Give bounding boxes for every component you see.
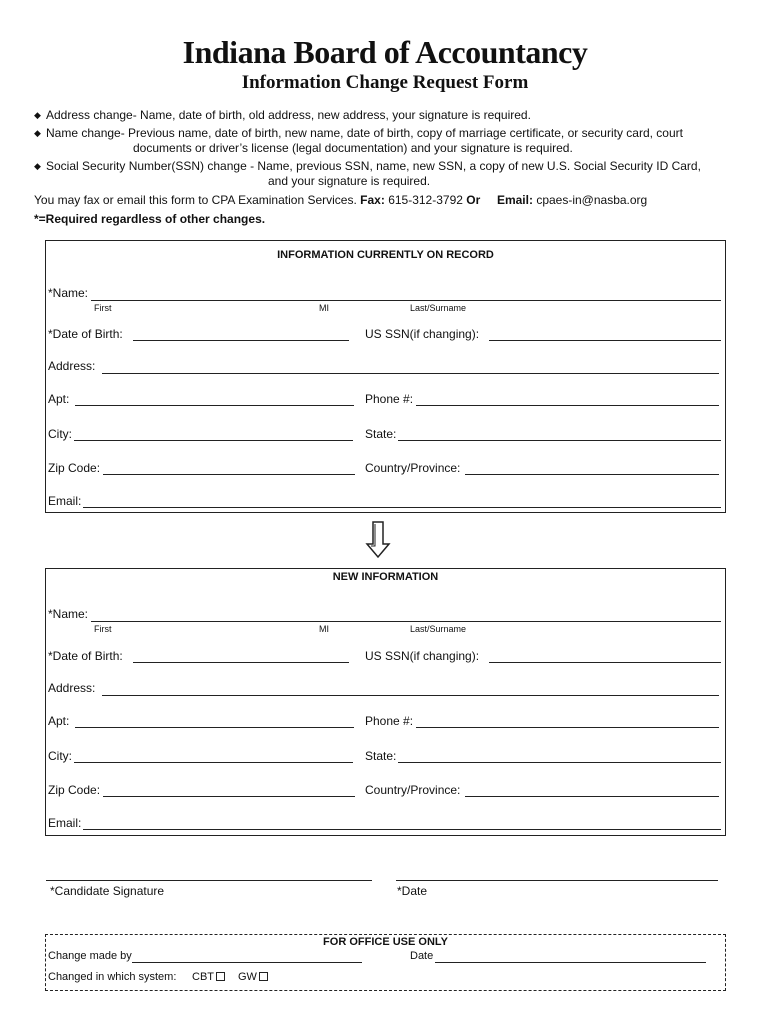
- down-arrow-icon: [364, 520, 392, 560]
- changed-by-field[interactable]: [132, 962, 362, 963]
- new-ssn-field[interactable]: [489, 662, 721, 663]
- new-email-field[interactable]: [83, 829, 721, 830]
- bullet-diamond-icon: ◆: [34, 161, 41, 171]
- new-name-field[interactable]: [91, 621, 721, 622]
- section-heading: INFORMATION CURRENTLY ON RECORD: [277, 249, 494, 261]
- instruction-ssn-change: ◆ Social Security Number(SSN) change - Name, previous SSN, name, new SSN, a copy of new U.S. Social Security ID Card, and your signature is required.: [34, 159, 701, 188]
- office-use-section: FOR OFFICE USE ONLY Change made by Date Changed in which system: CBT GW: [45, 934, 726, 991]
- new-city-field[interactable]: [74, 762, 353, 763]
- new-apt-field[interactable]: [75, 727, 354, 728]
- bullet-diamond-icon: ◆: [34, 128, 41, 138]
- form-subtitle: Information Change Request Form: [241, 72, 529, 93]
- state-field[interactable]: [398, 440, 721, 441]
- new-state-field[interactable]: [398, 762, 721, 763]
- city-field[interactable]: [74, 440, 353, 441]
- candidate-signature-label: *Candidate Signature: [50, 884, 165, 898]
- dob-field[interactable]: [133, 340, 349, 341]
- name-field[interactable]: [91, 300, 721, 301]
- form-title: Indiana Board of Accountancy: [182, 34, 588, 70]
- new-info-section: NEW INFORMATION *Name: First MI Last/Surname *Date of Birth: US SSN(if changing): Address: Apt: Phone #: City: State: Zip Code: Country/Province: Email:: [45, 568, 726, 836]
- signature-date-label: *Date: [397, 884, 428, 898]
- country-field[interactable]: [465, 474, 719, 475]
- apt-field[interactable]: [75, 405, 354, 406]
- required-note: *=Required regardless of other changes.: [34, 212, 266, 226]
- phone-field[interactable]: [416, 405, 719, 406]
- new-zip-field[interactable]: [103, 796, 355, 797]
- cbt-option[interactable]: CBT: [192, 971, 225, 983]
- candidate-signature-field[interactable]: [46, 880, 372, 881]
- email-field[interactable]: [83, 507, 721, 508]
- signature-date-field[interactable]: [396, 880, 718, 881]
- office-date-field[interactable]: [435, 962, 706, 963]
- address-field[interactable]: [102, 373, 719, 374]
- bullet-diamond-icon: ◆: [34, 110, 41, 120]
- instruction-address-change: ◆ Address change- Name, date of birth, old address, new address, your signature is required.: [34, 108, 531, 122]
- current-info-section: INFORMATION CURRENTLY ON RECORD *Name: First MI Last/Surname *Date of Birth: US SSN(if changing): Address: Apt: Phone #: City: State: Zip Code: Country/Province: Email:: [45, 240, 726, 513]
- new-country-field[interactable]: [465, 796, 719, 797]
- fax-number: 615-312-3792: [388, 193, 463, 207]
- new-dob-field[interactable]: [133, 662, 349, 663]
- gw-checkbox[interactable]: [259, 972, 268, 981]
- new-phone-field[interactable]: [416, 727, 719, 728]
- new-address-field[interactable]: [102, 695, 719, 696]
- gw-option[interactable]: GW: [238, 971, 268, 983]
- instruction-name-change: ◆ Name change- Previous name, date of birth, new name, date of birth, copy of marriage certificate, or security card, court documents or driver’s license (legal documentation) and your signature is required.: [34, 126, 683, 155]
- cbt-checkbox[interactable]: [216, 972, 225, 981]
- zip-field[interactable]: [103, 474, 355, 475]
- email-address: cpaes-in@nasba.org: [536, 193, 648, 207]
- ssn-field[interactable]: [489, 340, 721, 341]
- office-heading: FOR OFFICE USE ONLY: [323, 936, 448, 948]
- section-heading: NEW INFORMATION: [332, 571, 439, 583]
- contact-info: You may fax or email this form to CPA Examination Services. Fax: 615-312-3792 Or Email: cpaes-in@nasba.org: [34, 193, 648, 207]
